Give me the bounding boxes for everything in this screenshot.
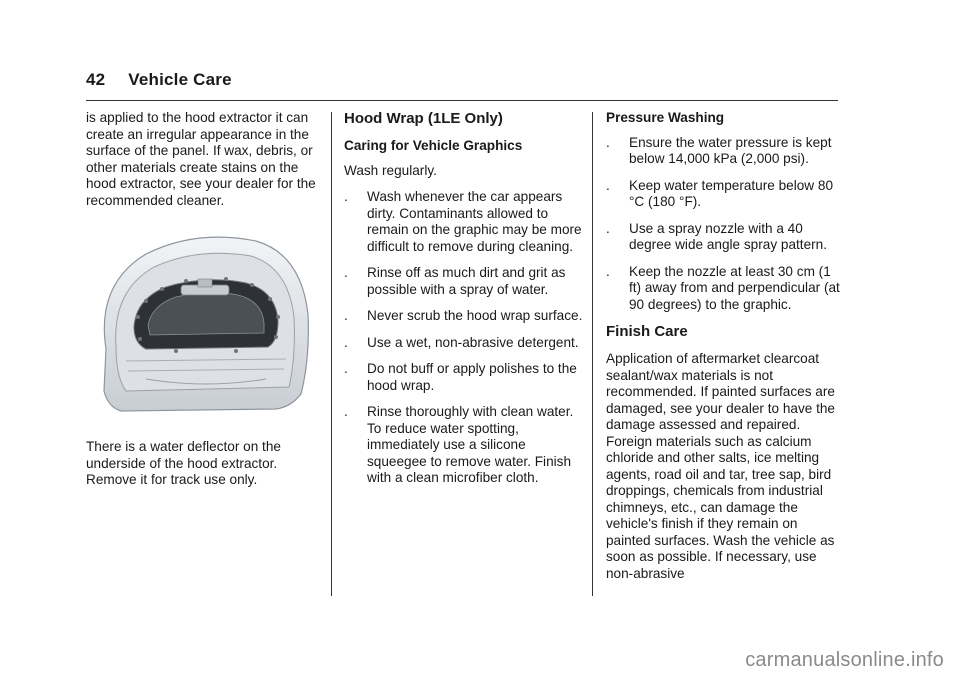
wash-regularly-text: Wash regularly.: [344, 162, 437, 178]
column-2: [344, 110, 584, 497]
pressure-washing-subheading: Pressure Washing: [606, 110, 725, 125]
list-item: . Rinse thoroughly with clean water. To reduce water spotting, immediately use a silicone squeegee to remove water. Finish with a clean microfiber cloth.: [344, 404, 574, 485]
list-item: . Use a wet, non-abrasive detergent.: [344, 334, 579, 350]
finish-care-heading: Finish Care: [606, 323, 688, 340]
header-rule: [86, 100, 838, 101]
finish-care-paragraph: Application of aftermarket clearcoat sealant/wax materials is not recommended. If painted surfaces are damaged, see your dealer to have the damage assessed and repaired. Foreign materials such as calcium chloride and other salts, ice melting agents, road oil and tar, tree sap, bird droppings, chemicals from industrial chimneys, etc., can damage the vehicle's finish if they remain on painted surfaces. Wash the vehicle as soon as possible. If necessary, use non-abrasive: [606, 351, 835, 581]
list-item: . Do not buff or apply polishes to the hood wrap.: [344, 361, 577, 393]
hood-wrap-bullet-list: [344, 189, 584, 487]
column-divider-1: [331, 112, 332, 596]
column-3: [606, 110, 842, 592]
column-divider-2: [592, 112, 593, 596]
list-item: . Wash whenever the car appears dirty. Contaminants allowed to remain on the graphic may be more difficult to remove during cleaning.: [344, 189, 582, 254]
intro-paragraph: is applied to the hood extractor it can create an irregular appearance in the surface of the panel. If wax, debris, or other materials create stains on the hood extractor, see your dealer for the recommended cleaner.: [86, 110, 316, 208]
page-header: [86, 70, 232, 90]
watermark: carmanualsonline.info: [745, 649, 944, 671]
list-item: . Rinse off as much dirt and grit as possible with a spray of water.: [344, 265, 566, 297]
hood-extractor-figure: [86, 229, 311, 417]
list-item: . Never scrub the hood wrap surface.: [344, 308, 583, 323]
caring-graphics-subheading: Caring for Vehicle Graphics: [344, 138, 523, 153]
column-1: [86, 110, 322, 499]
list-item: . Keep water temperature below 80 °C (180 °F).: [606, 177, 834, 209]
hood-wrap-heading: Hood Wrap (1LE Only): [344, 110, 503, 127]
deflector-paragraph: There is a water deflector on the underside of the hood extractor. Remove it for track use only.: [86, 439, 281, 487]
list-item: . Keep the nozzle at least 30 cm (1 ft) away from and perpendicular (at 90 degrees) to the graphic.: [606, 263, 840, 312]
page-number: 42: [86, 70, 106, 89]
list-item: . Ensure the water pressure is kept below 14,000 kPa (2,000 psi).: [606, 134, 832, 166]
pressure-washing-bullet-list: [606, 135, 842, 314]
section-title: Vehicle Care: [128, 70, 232, 89]
list-item: . Use a spray nozzle with a 40 degree wide angle spray pattern.: [606, 220, 827, 252]
